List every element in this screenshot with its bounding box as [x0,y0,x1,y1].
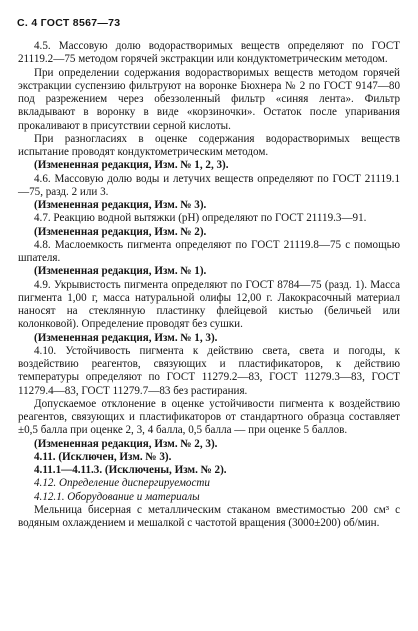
amendment-note: (Измененная редакция, Изм. № 2). [34,225,207,238]
section-heading-dispersibility: 4.12. Определение диспергируемости [34,477,210,490]
paragraph-4-8: 4.8. Маслоемкость пигмента определяют по ГОСТ 21119.8—75 с помощью шпателя. [18,238,400,264]
paragraph-4-11: 4.11. (Исключен, Изм. № 3). [34,450,172,463]
amendment-note: (Измененная редакция, Изм. № 1, 2, 3). [34,159,229,172]
paragraph-hot-extraction: При определении содержания водорастворимых веществ методом горячей экстракции суспензию фильтруют на воронке Бюхнера № 2 по ГОСТ 9147—80 под разрежением через обеззоленный фильтр «синяя лента». Фильтр вкладывают в воронку в виде «корзиночки». Остаток после упаривания прокаливают в присутствии серной кислоты. [18,66,400,132]
subsection-heading-equipment: 4.12.1. Оборудование и материалы [34,490,200,503]
paragraph-4-11-1: 4.11.1—4.11.3. (Исключены, Изм. № 2). [34,464,227,476]
page-header: С. 4 ГОСТ 8567—73 [17,17,121,29]
paragraph-4-6: 4.6. Массовую долю воды и летучих веществ определяют по ГОСТ 21119.1—75, разд. 2 или 3. [18,172,400,198]
paragraph-4-10: 4.10. Устойчивость пигмента к действию света, света и погоды, к воздействию реагентов, связующих и пластификаторов, к действию температуры определяют по ГОСТ 11279.2—83, ГОСТ 11279.3—83, ГОСТ 11279.4—83, ГОСТ 11279.7—83 без растирания. [18,344,400,397]
paragraph-4-7: 4.7. Реакцию водной вытяжки (рН) определяют по ГОСТ 21119.3—91. [34,212,367,225]
paragraph-4-9: 4.9. Укрывистость пигмента определяют по ГОСТ 8784—75 (разд. 1). Масса пигмента 1,00 г, масса натуральной олифы 12,00 г. Лакокрасочный материал наносят на стеклянную пластинку флейцевой кистью (беличьей или колонковой). Определение проводят без сушки. [18,278,400,331]
paragraph-tolerance: Допускаемое отклонение в оценке устойчивости пигмента к воздействию реагентов, связующих и пластификаторов от стандартного образца составляет ±0,5 балла при оценке 2, 3, 4 балла, 0,5 балла — при оценке 5 баллов. [18,397,400,437]
amendment-note: (Измененная редакция, Изм. № 1). [34,265,207,278]
amendment-note: (Измененная редакция, Изм. № 3). [34,199,207,211]
paragraph-disagreement: При разногласиях в оценке содержания водорастворимых веществ испытание проводят кондуктометрическим методом. [18,132,400,158]
amendment-note: (Измененная редакция, Изм. № 1, 3). [34,331,218,344]
document-body [18,40,400,530]
paragraph-bead-mill: Мельница бисерная с металлическим стаканом вместимостью 200 см³ с водяным охлаждением и мешалкой с частотой вращения (3000±200) об/мин. [18,503,400,529]
paragraph-4-5: 4.5. Массовую долю водорастворимых веществ определяют по ГОСТ 21119.2—75 методом горячей экстракции или кондуктометрическим методом. [18,40,400,66]
amendment-note: (Измененная редакция, Изм. № 2, 3). [34,437,218,450]
